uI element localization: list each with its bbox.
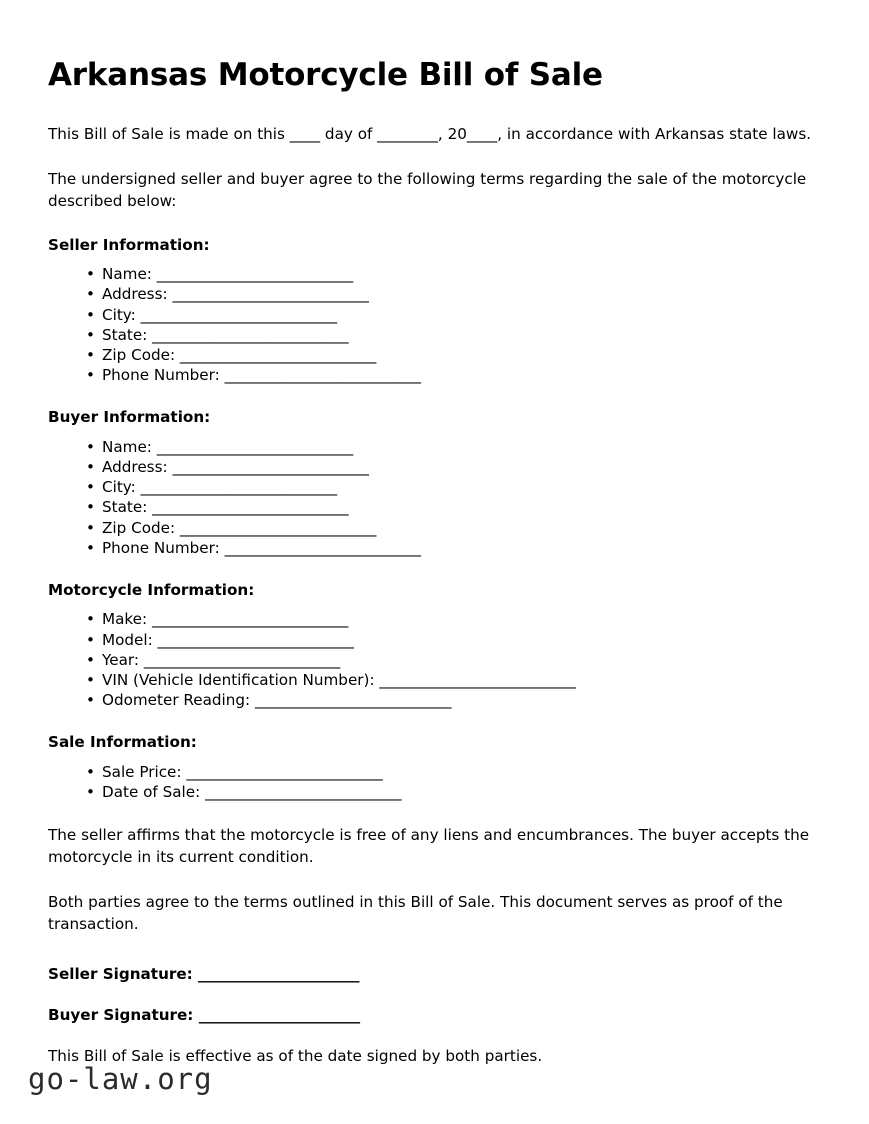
- field-label: Zip Code:: [102, 518, 176, 537]
- field-blank[interactable]: ____________________________: [379, 670, 576, 689]
- field-blank[interactable]: ____________________________: [172, 285, 369, 304]
- field-label: City:: [102, 478, 136, 497]
- field-blank[interactable]: ____________________________: [255, 691, 451, 710]
- field-blank[interactable]: ____________________________: [140, 478, 337, 497]
- field-label: VIN (Vehicle Identification Number):: [102, 670, 375, 689]
- field-blank[interactable]: ____________________________: [156, 265, 353, 284]
- seller-signature-label: Seller Signature:: [48, 965, 193, 984]
- field-label: State:: [102, 325, 148, 344]
- list-item: [86, 650, 813, 670]
- site-watermark: go-law.org: [28, 1062, 213, 1096]
- field-label: Name:: [102, 437, 152, 456]
- buyer-signature-row: [48, 1005, 813, 1026]
- field-blank[interactable]: ____________________________: [151, 610, 348, 629]
- effective-paragraph: This Bill of Sale is effective as of the date signed by both parties.: [48, 1046, 543, 1065]
- terms-paragraph: The undersigned seller and buyer agree to the following terms regarding the sale of the motorcycle described below:: [48, 169, 807, 210]
- seller-information-fields: [48, 264, 813, 385]
- motorcycle-information-heading: Motorcycle Information:: [48, 581, 255, 599]
- list-item: [86, 497, 813, 517]
- field-blank[interactable]: ____________________________: [224, 366, 421, 385]
- buyer-signature-label: Buyer Signature:: [48, 1005, 194, 1024]
- field-label: Model:: [102, 630, 153, 649]
- field-blank[interactable]: ____________________________: [224, 538, 421, 557]
- field-label: Date of Sale:: [102, 782, 201, 801]
- list-item: [86, 325, 813, 345]
- field-blank[interactable]: ____________________________: [152, 498, 348, 517]
- buyer-information-heading: Buyer Information:: [48, 408, 211, 427]
- field-label: Make:: [102, 610, 148, 629]
- sale-information-fields: [48, 762, 813, 802]
- field-blank[interactable]: ____________________________: [205, 782, 401, 801]
- list-item: [86, 477, 813, 497]
- affirmation-paragraph: The seller affirms that the motorcycle is free of any liens and encumbrances. The buyer accepts the motorcycle in its current condition.: [48, 826, 810, 867]
- field-blank[interactable]: ____________________________: [152, 325, 348, 344]
- intro-paragraph: This Bill of Sale is made on this ____ day of ________, 20____, in accordance with Arkansas state laws.: [48, 124, 812, 143]
- list-item: [86, 284, 813, 304]
- field-label: Year:: [102, 650, 140, 669]
- list-item: [86, 518, 813, 538]
- field-label: Name:: [102, 265, 152, 284]
- field-label: State:: [102, 498, 148, 517]
- field-blank[interactable]: ____________________________: [172, 457, 369, 476]
- field-label: Address:: [102, 457, 168, 476]
- field-blank[interactable]: ____________________________: [179, 518, 376, 537]
- list-item: [86, 782, 813, 802]
- list-item: [86, 457, 813, 477]
- list-item: [86, 365, 813, 385]
- field-label: Odometer Reading:: [102, 691, 251, 710]
- field-blank[interactable]: ____________________________: [143, 650, 340, 669]
- field-label: Phone Number:: [102, 538, 220, 557]
- sale-information-heading: Sale Information:: [48, 733, 197, 752]
- page-title: Arkansas Motorcycle Bill of Sale: [48, 57, 603, 93]
- field-blank[interactable]: ____________________________: [186, 762, 383, 781]
- list-item: [86, 609, 813, 629]
- list-item: [86, 538, 813, 558]
- field-label: Phone Number:: [102, 366, 220, 385]
- list-item: [86, 762, 813, 782]
- field-label: Address:: [102, 285, 168, 304]
- seller-information-heading: Seller Information:: [48, 235, 210, 254]
- field-label: Zip Code:: [102, 345, 176, 364]
- field-blank[interactable]: ____________________________: [156, 437, 353, 456]
- document-body: [48, 58, 813, 1067]
- field-label: City:: [102, 305, 136, 324]
- list-item: [86, 264, 813, 284]
- list-item: [86, 670, 813, 690]
- field-blank[interactable]: ____________________________: [179, 345, 376, 364]
- field-label: Sale Price:: [102, 762, 182, 781]
- agreement-paragraph: Both parties agree to the terms outlined in this Bill of Sale. This document serves as proof of the transaction.: [48, 893, 783, 934]
- list-item: [86, 437, 813, 457]
- buyer-information-fields: [48, 437, 813, 558]
- list-item: [86, 690, 813, 710]
- list-item: [86, 630, 813, 650]
- field-blank[interactable]: ____________________________: [140, 305, 337, 324]
- seller-signature-row: [48, 964, 813, 985]
- list-item: [86, 305, 813, 325]
- motorcycle-information-fields: [48, 609, 813, 710]
- field-blank[interactable]: ____________________________: [157, 630, 354, 649]
- buyer-signature-blank[interactable]: _______________________: [198, 1005, 360, 1024]
- list-item: [86, 345, 813, 365]
- seller-signature-blank[interactable]: _______________________: [198, 965, 359, 984]
